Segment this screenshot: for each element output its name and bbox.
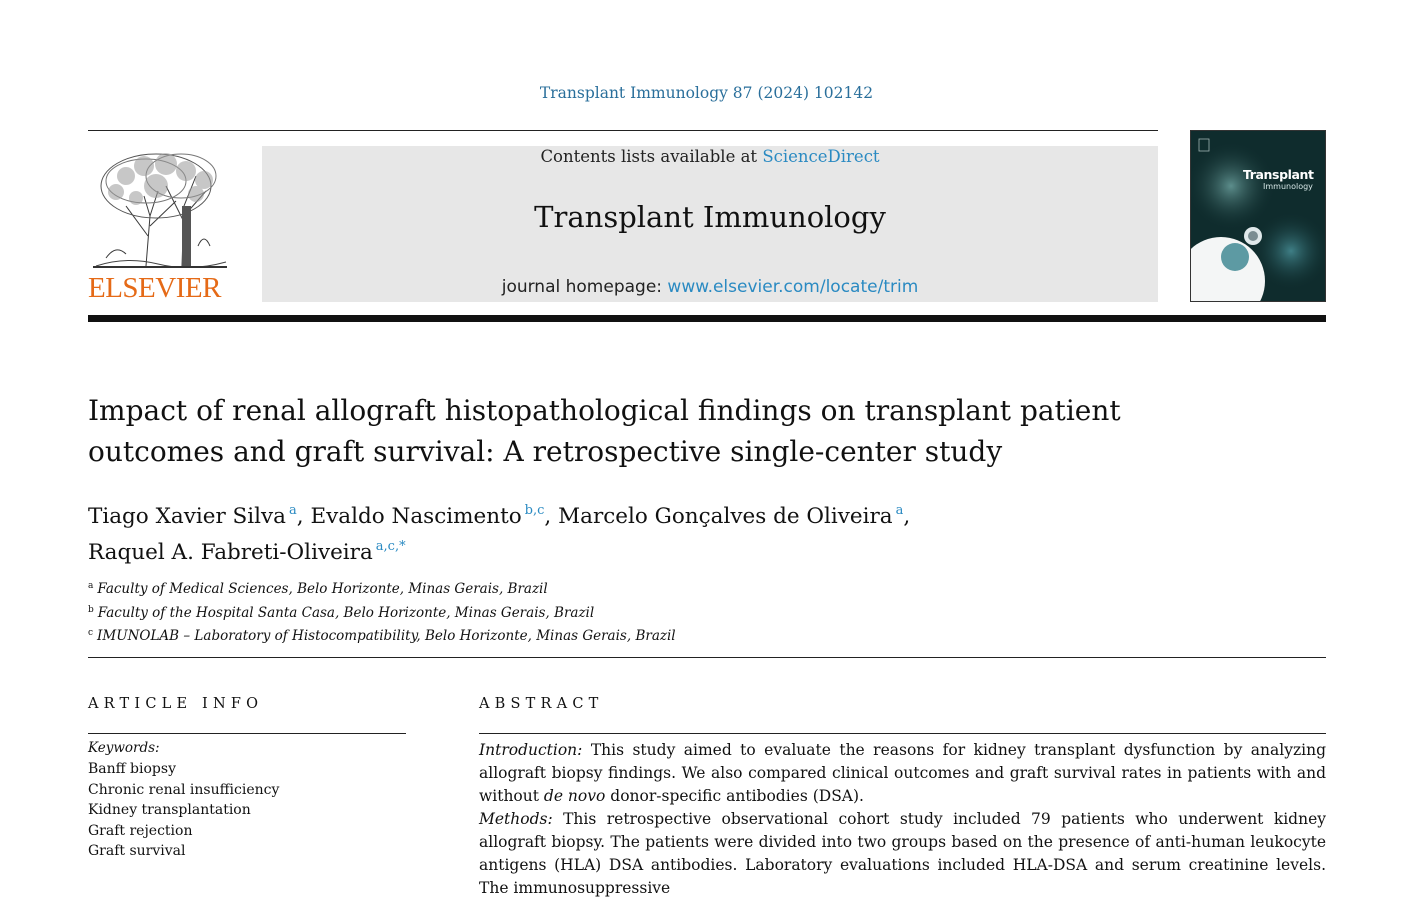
author-name[interactable]: Tiago Xavier Silva — [88, 504, 287, 529]
article-title: Impact of renal allograft histopathological findings on transplant patient outcomes and graft survival: A retrospective single-center study — [88, 394, 1121, 468]
cover-subtitle: Immunology — [1263, 182, 1313, 191]
author-name[interactable]: Evaldo Nascimento — [310, 504, 522, 529]
affiliation-item: $^b$ Faculty of the Hospital Santa Casa, Belo Horizonte, Minas Gerais, Brazil — [88, 604, 595, 621]
elsevier-wordmark: ELSEVIER — [88, 272, 221, 304]
abstract-rule — [479, 733, 1326, 734]
cover-art-icon — [1191, 131, 1325, 301]
journal-citation[interactable]: Transplant Immunology 87 (2024) 102142 — [539, 84, 874, 102]
keyword-item[interactable]: Graft rejection — [88, 822, 193, 839]
cover-title: Transplant — [1243, 167, 1314, 182]
abstract-methods: Methods: This retrospective observational cohort study included 79 patients who underwent kidney allograft biopsy. The patients were divided into two groups based on the presence of anti-human leukocyte antigens (HLA) DSA antibodies. Laboratory evaluations included HLA-DSA and serum creatinine levels. The immunosuppressive — [479, 810, 1326, 897]
author-affiliation-mark[interactable]: a — [289, 503, 297, 518]
author-affiliation-mark[interactable]: b,c — [524, 503, 545, 518]
affiliations — [88, 576, 988, 647]
keyword-item[interactable]: Graft survival — [88, 843, 186, 860]
keywords-label: Keywords: — [88, 740, 160, 756]
affiliation-item: $^c$ IMUNOLAB – Laboratory of Histocompatibility, Belo Horizonte, Minas Gerais, Brazil — [88, 628, 676, 644]
section-rule — [88, 657, 1326, 658]
keyword-item[interactable]: Banff biopsy — [88, 761, 176, 777]
keyword-item[interactable]: Chronic renal insufficiency — [88, 781, 280, 798]
contents-available-line: Contents lists available at ScienceDirect — [540, 147, 880, 166]
keyword-item[interactable]: Kidney transplantation — [88, 802, 251, 819]
journal-banner — [262, 146, 1158, 302]
affiliation-item: $^a$ Faculty of Medical Sciences, Belo Horizonte, Minas Gerais, Brazil — [88, 581, 548, 597]
abstract-heading: ABSTRACT — [479, 696, 604, 712]
header-rule — [88, 130, 1158, 131]
tree-icon — [86, 146, 230, 272]
journal-homepage-link[interactable]: www.elsevier.com/locate/trim — [667, 277, 919, 297]
article-info-rule — [88, 733, 406, 734]
journal-name: Transplant Immunology — [534, 200, 886, 234]
journal-cover-image[interactable] — [1190, 130, 1326, 302]
author-name[interactable]: Raquel A. Fabreti-Oliveira — [88, 540, 373, 565]
keywords-list — [88, 759, 279, 862]
abstract-introduction: Introduction: This study aimed to evaluate the reasons for kidney transplant dysfunction by analyzing allograft biopsy findings. We also compared clinical outcomes and graft survival rates in patients with and without de novo donor-specific antibodies (DSA). — [479, 741, 1326, 805]
author-list: Tiago Xavier Silva $^a$, Evaldo Nascimento $^{b,c}$, Marcelo Gonçalves de Oliveira $^a$, Raquel A. Fabreti-Oliveira $^{a,c,*}$ — [88, 503, 911, 565]
header-thick-rule — [88, 315, 1326, 322]
author-affiliation-mark[interactable]: a — [895, 503, 904, 518]
abstract-body — [479, 739, 1326, 900]
article-info-heading: ARTICLE INFO — [88, 696, 264, 712]
journal-homepage-line: journal homepage: www.elsevier.com/locate/trim — [501, 277, 919, 297]
author-name[interactable]: Marcelo Gonçalves de Oliveira — [558, 504, 893, 529]
sciencedirect-link[interactable]: ScienceDirect — [762, 147, 880, 166]
author-affiliation-mark[interactable]: a,c,* — [375, 539, 406, 554]
